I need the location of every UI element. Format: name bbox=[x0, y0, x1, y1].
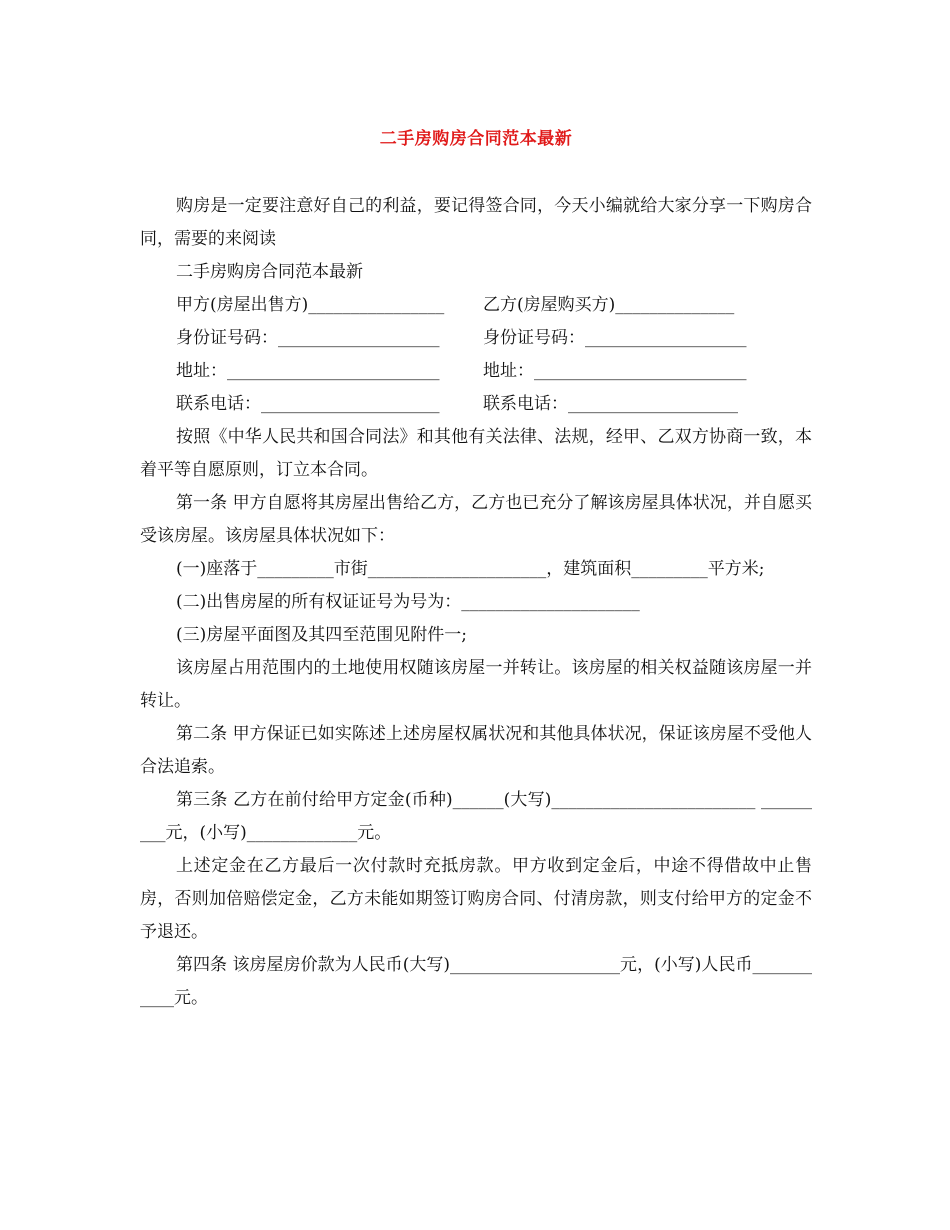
document-title: 二手房购房合同范本最新 bbox=[379, 129, 573, 149]
article-1-paragraph: 第一条 甲方自愿将其房屋出售给乙方，乙方也已充分了解该房屋具体状况，并自愿买受该房屋。该房屋具体状况如下： bbox=[140, 493, 812, 546]
party-row-id-number bbox=[140, 322, 812, 355]
seller-address-field: 地址：_________________________ bbox=[176, 361, 440, 381]
seller-id-field: 身份证号码：___________________ bbox=[176, 328, 440, 348]
buyer-phone-field: 联系电话：____________________ bbox=[483, 394, 738, 414]
land-use-paragraph: 该房屋占用范围内的土地使用权随该房屋一并转让。该房屋的相关权益随该房屋一并转让。 bbox=[140, 658, 812, 711]
deposit-paragraph: 上述定金在乙方最后一次付款时充抵房款。甲方收到定金后，中途不得借故中止售房，否则加倍赔偿定金，乙方未能如期签订购房合同、付清房款，则支付给甲方的定金不予退还。 bbox=[140, 856, 812, 942]
party-row-phone bbox=[140, 388, 812, 421]
article-3-paragraph: 第三条 乙方在前付给甲方定金(币种)______(大写)________________________ _________元，(小写)_____________元。 bbox=[140, 790, 812, 843]
buyer-field: 乙方(房屋购买方)______________ bbox=[483, 295, 735, 315]
buyer-address-field: 地址：_________________________ bbox=[483, 361, 747, 381]
intro-paragraph: 购房是一定要注意好自己的利益，要记得签合同，今天小编就给大家分享一下购房合同，需要的来阅读 bbox=[140, 196, 812, 249]
subtitle-paragraph: 二手房购房合同范本最新 bbox=[176, 262, 363, 282]
buyer-id-field: 身份证号码：___________________ bbox=[483, 328, 747, 348]
party-row-seller-buyer bbox=[140, 289, 812, 322]
article-1-item-2: (二)出售房屋的所有权证证号为号为：_____________________ bbox=[176, 592, 640, 612]
preamble-paragraph: 按照《中华人民共和国合同法》和其他有关法律、法规，经甲、乙双方协商一致，本着平等自愿原则，订立本合同。 bbox=[140, 427, 812, 480]
party-row-address bbox=[140, 355, 812, 388]
document-body bbox=[140, 190, 812, 1015]
article-4-paragraph: 第四条 该房屋房价款为人民币(大写)____________________元，(小写)人民币___________元。 bbox=[140, 955, 812, 1008]
seller-field: 甲方(房屋出售方)________________ bbox=[176, 295, 445, 315]
article-1-item-1: (一)座落于_________市街_____________________，建筑面积_________平方米; bbox=[176, 559, 765, 579]
article-2-paragraph: 第二条 甲方保证已如实陈述上述房屋权属状况和其他具体状况，保证该房屋不受他人合法追索。 bbox=[140, 724, 812, 777]
seller-phone-field: 联系电话：_____________________ bbox=[176, 394, 440, 414]
article-1-item-3: (三)房屋平面图及其四至范围见附件一; bbox=[176, 625, 467, 645]
